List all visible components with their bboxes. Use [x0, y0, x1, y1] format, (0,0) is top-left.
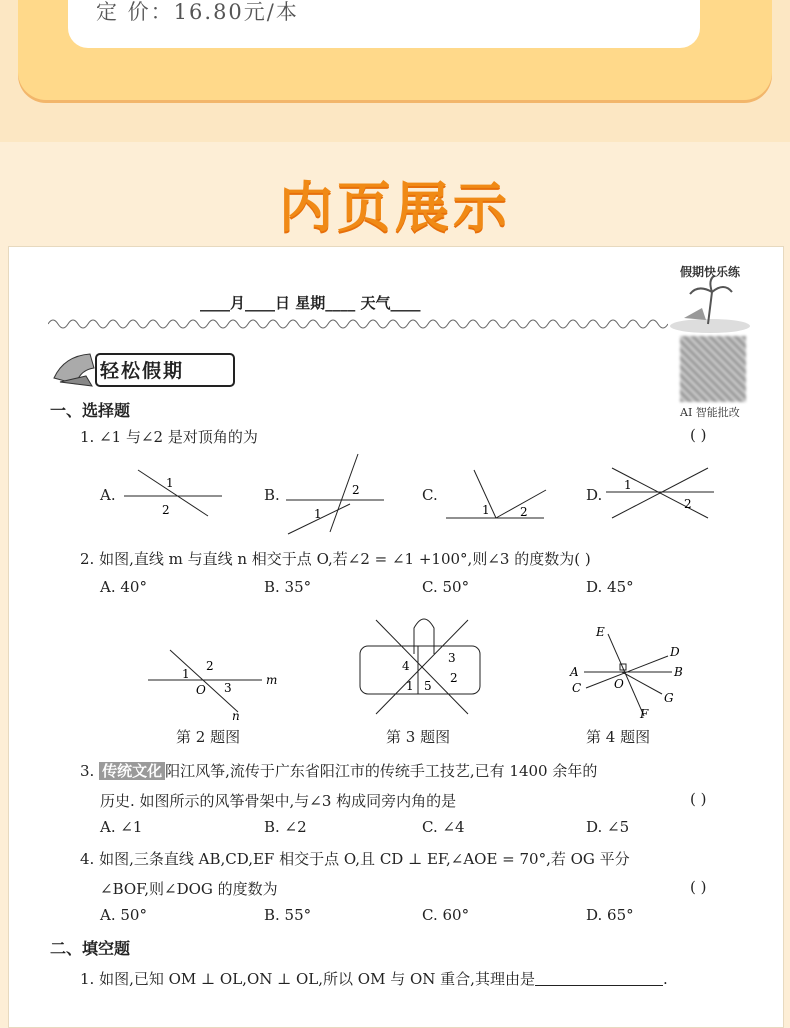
- svg-text:m: m: [266, 673, 278, 687]
- svg-text:n: n: [232, 709, 240, 722]
- answer-paren-3[interactable]: ( ): [690, 790, 707, 808]
- svg-text:4: 4: [402, 659, 410, 673]
- svg-text:1: 1: [482, 503, 490, 517]
- figure-2: [146, 640, 286, 722]
- q1-figure-d: [604, 462, 716, 522]
- svg-text:2: 2: [162, 503, 170, 517]
- qr-code[interactable]: [680, 336, 746, 402]
- svg-text:1: 1: [624, 478, 632, 492]
- q1-figure-a: [118, 462, 228, 522]
- svg-text:C: C: [572, 681, 582, 695]
- answer-paren-4[interactable]: ( ): [690, 878, 707, 896]
- ai-grading-label: AI 智能批改: [680, 406, 740, 419]
- traditional-culture-tag: 传统文化: [99, 762, 165, 780]
- q1-figure-c: [444, 464, 554, 524]
- svg-text:O: O: [196, 683, 206, 697]
- svg-text:B: B: [674, 665, 683, 679]
- svg-text:G: G: [664, 691, 674, 705]
- svg-text:1: 1: [166, 476, 174, 490]
- q1-option-a[interactable]: A.: [100, 486, 116, 504]
- beach-logo-icon: [662, 262, 758, 334]
- section-heading-choice: 一、选择题: [50, 401, 131, 420]
- q2-option-b[interactable]: B. 35°: [264, 578, 312, 596]
- section-title: 内页展示: [279, 176, 511, 239]
- q3-option-a[interactable]: A. ∠1: [100, 818, 143, 836]
- q4-option-d[interactable]: D. 65°: [586, 906, 634, 924]
- question-3-line2: 历史. 如图所示的风筝骨架中,与∠3 构成同旁内角的是: [100, 792, 457, 810]
- question-1: 1. ∠1 与∠2 是对顶角的为: [80, 428, 258, 446]
- q1-option-c[interactable]: C.: [422, 486, 438, 504]
- q2-option-a[interactable]: A. 40°: [100, 578, 147, 596]
- figure-4-caption: 第 4 题图: [586, 728, 651, 746]
- figure-3-kite: [356, 614, 486, 720]
- svg-text:F: F: [640, 707, 649, 721]
- svg-text:1: 1: [406, 679, 414, 693]
- q4-option-a[interactable]: A. 50°: [100, 906, 147, 924]
- svg-text:2: 2: [450, 671, 458, 685]
- figure-4: [564, 620, 694, 722]
- question-4-line2: ∠BOF,则∠DOG 的度数为: [100, 880, 278, 898]
- q1-figure-b: [284, 452, 394, 537]
- question-2: 2. 如图,直线 m 与直线 n 相交于点 O,若∠2 = ∠1 +100°,则∠3 的度数为( ): [80, 550, 591, 568]
- svg-text:2: 2: [684, 497, 692, 511]
- svg-text:2: 2: [206, 659, 214, 673]
- fill-question-1: 1. 如图,已知 OM ⊥ OL,ON ⊥ OL,所以 OM 与 ON 重合,其理由是 .: [80, 970, 668, 988]
- section-heading-fill: 二、填空题: [50, 939, 131, 958]
- answer-paren-1[interactable]: ( ): [690, 426, 707, 444]
- q3-option-d[interactable]: D. ∠5: [586, 818, 630, 836]
- svg-text:5: 5: [424, 679, 432, 693]
- q2-option-c[interactable]: C. 50°: [422, 578, 470, 596]
- q1-option-b[interactable]: B.: [264, 486, 280, 504]
- q3-option-c[interactable]: C. ∠4: [422, 818, 465, 836]
- q4-option-b[interactable]: B. 55°: [264, 906, 312, 924]
- svg-text:1: 1: [314, 507, 322, 521]
- q4-option-c[interactable]: C. 60°: [422, 906, 470, 924]
- q2-option-d[interactable]: D. 45°: [586, 578, 634, 596]
- svg-text:1: 1: [182, 667, 190, 681]
- answer-blank[interactable]: [535, 971, 663, 986]
- q1-option-d[interactable]: D.: [586, 486, 603, 504]
- figure-2-caption: 第 2 题图: [176, 728, 241, 746]
- svg-text:A: A: [570, 665, 579, 679]
- svg-text:O: O: [614, 677, 624, 691]
- price-text: 定 价：16.80元/本: [96, 0, 299, 24]
- figure-3-caption: 第 3 题图: [386, 728, 451, 746]
- svg-text:2: 2: [520, 505, 528, 519]
- svg-text:D: D: [670, 645, 680, 659]
- svg-text:2: 2: [352, 483, 360, 497]
- banner-text: 轻松假期: [100, 360, 185, 382]
- svg-text:E: E: [596, 625, 605, 639]
- q3-option-b[interactable]: B. ∠2: [264, 818, 307, 836]
- logo-text: 假期快乐练: [679, 265, 741, 279]
- question-4-line1: 4. 如图,三条直线 AB,CD,EF 相交于点 O,且 CD ⊥ EF,∠AOE = 70°,若 OG 平分: [80, 850, 630, 868]
- date-line: ____月____日 星期____ 天气____: [200, 294, 421, 312]
- question-3-line1: 3. 传统文化 阳江风筝,流传于广东省阳江市的传统手工技艺,已有 1400 余年的: [80, 762, 598, 780]
- wavy-divider: [48, 314, 668, 330]
- svg-text:3: 3: [224, 681, 232, 695]
- svg-text:3: 3: [448, 651, 456, 665]
